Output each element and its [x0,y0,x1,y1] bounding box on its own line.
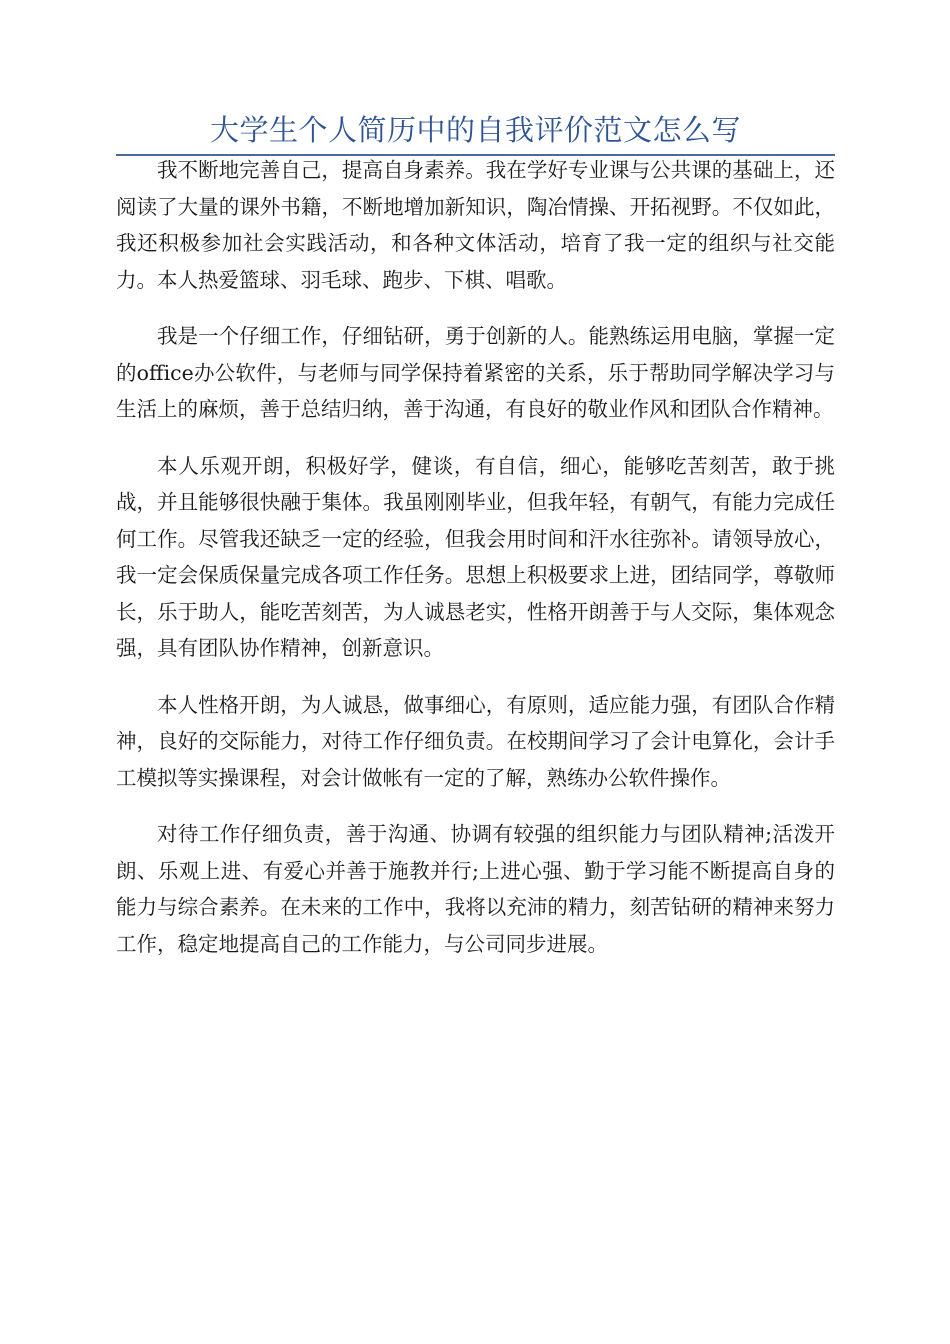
title-block [116,104,835,156]
paragraph-5: 对待工作仔细负责，善于沟通、协调有较强的组织能力与团队精神;活泼开朗、乐观上进、有爱心并善于施教并行;上进心强、勤于学习能不断提高自身的能力与综合素养。在未来的工作中，我将以充沛的精力，刻苦钻研的精神来努力工作，稳定地提高自己的工作能力，与公司同步进展。 [116,822,835,956]
paragraph-4: 本人性格开朗，为人诚恳，做事细心，有原则，适应能力强，有团队合作精神，良好的交际能力，对待工作仔细负责。在校期间学习了会计电算化，会计手工模拟等实操课程，对会计做帐有一定的了解，熟练办公软件操作。 [116,692,835,790]
paragraph-2: 我是一个仔细工作，仔细钻研，勇于创新的人。能熟练运用电脑，掌握一定的office办公软件，与老师与同学保持着紧密的关系，乐于帮助同学解决学习与生活上的麻烦，善于总结归纳，善于沟通，有良好的敬业作风和团队合作精神。 [116,324,835,421]
paragraph-3: 本人乐观开朗，积极好学，健谈，有自信，细心，能够吃苦刻苦，敢于挑战，并且能够很快融于集体。我虽刚刚毕业，但我年轻，有朝气，有能力完成任何工作。尽管我还缺乏一定的经验，但我会用时间和汗水往弥补。请领导放心，我一定会保质保量完成各项工作任务。思想上积极要求上进，团结同学，尊敬师长，乐于助人，能吃苦刻苦，为人诚恳老实，性格开朗善于与人交际，集体观念强，具有团队协作精神，创新意识。 [116,453,835,660]
document-body [116,152,835,982]
paragraph-1: 我不断地完善自己，提高自身素养。我在学好专业课与公共课的基础上，还阅读了大量的课外书籍，不断地增加新知识，陶冶情操、开拓视野。不仅如此，我还积极参加社会实践活动，和各种文体活动，培育了我一定的组织与社交能力。本人热爱篮球、羽毛球、跑步、下棋、唱歌。 [116,158,835,292]
document-title: 大学生个人简历中的自我评价范文怎么写 [209,113,741,147]
